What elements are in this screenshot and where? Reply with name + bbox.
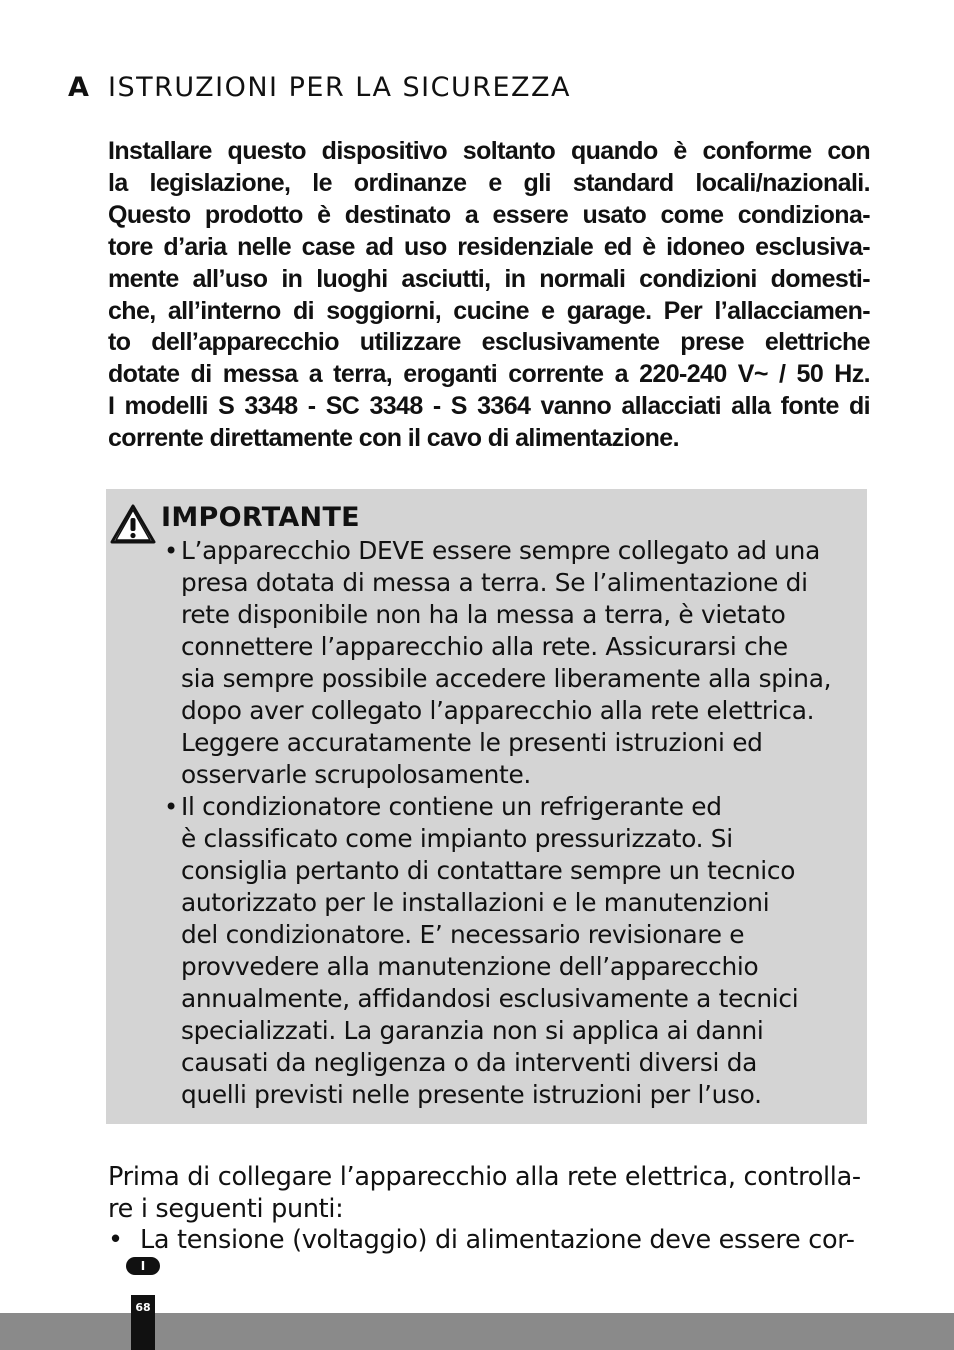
text-line: causati da negligenza o da interventi diversi da xyxy=(181,1048,758,1077)
text-line: quelli previsti nelle presente istruzioni per l’uso. xyxy=(181,1080,762,1109)
checklist-item xyxy=(108,1225,870,1257)
text-line: dopo aver collegato l’apparecchio alla rete elettrica. xyxy=(181,696,815,725)
text-line: Leggere accuratamente le presenti istruzioni ed xyxy=(181,728,763,757)
text-line: Prima di collegare l’apparecchio alla rete elettrica, controlla- xyxy=(108,1162,861,1192)
intro-line: dotate di messa a terra, eroganti corrente a 220-240 V~ / 50 Hz. xyxy=(108,360,870,389)
text-line: L’apparecchio DEVE essere sempre collegato ad una xyxy=(181,536,820,565)
text-line: provvedere alla manutenzione dell’apparecchio xyxy=(181,952,759,981)
section-title: ISTRUZIONI PER LA SICUREZZA xyxy=(108,72,571,103)
important-heading: IMPORTANTE xyxy=(161,502,360,533)
intro-paragraph xyxy=(108,136,870,455)
text-line: consiglia pertanto di contattare sempre un tecnico xyxy=(181,856,796,885)
intro-line: Questo prodotto è destinato a essere usato come condiziona- xyxy=(108,200,870,229)
language-badge: I xyxy=(126,1257,160,1275)
text-line: presa dotata di messa a terra. Se l’alimentazione di xyxy=(181,568,808,597)
intro-line: tore d’aria nelle case ad uso residenziale ed è idoneo esclusiva- xyxy=(108,232,870,261)
text-line: connettere l’apparecchio alla rete. Assicurarsi che xyxy=(181,632,788,661)
warning-triangle-icon xyxy=(109,503,157,545)
intro-line: to dell’apparecchio utilizzare esclusivamente prese elettriche xyxy=(108,328,870,357)
intro-line: Installare questo dispositivo soltanto quando è conforme con xyxy=(108,137,870,165)
important-item-text xyxy=(181,791,856,1111)
text-line: rete disponibile non ha la messa a terra, è vietato xyxy=(181,600,786,629)
bullet-icon: • xyxy=(108,1225,123,1255)
text-line: specializzati. La garanzia non si applica ai danni xyxy=(181,1016,764,1045)
intro-line: corrente direttamente con il cavo di alimentazione. xyxy=(108,424,679,453)
text-line: annualmente, affidandosi esclusivamente a tecnici xyxy=(181,984,799,1013)
intro-line: che, all’interno di soggiorni, cucine e garage. Per l’allacciamen- xyxy=(108,296,870,325)
intro-line: I modelli S 3348 - SC 3348 - S 3364 vanno allacciati alla fonte di xyxy=(108,392,870,421)
intro-line: mente all’uso in luoghi asciutti, in normali condizioni domesti- xyxy=(108,264,870,293)
text-line: del condizionatore. E’ necessario revisionare e xyxy=(181,920,745,949)
bullet-icon: • xyxy=(164,793,179,821)
section-letter: A xyxy=(68,72,91,103)
section-heading xyxy=(68,70,571,106)
bullet-icon: • xyxy=(164,537,179,565)
checklist-item-text: La tensione (voltaggio) di alimentazione deve essere cor- xyxy=(140,1225,855,1255)
text-line: è classificato come impianto pressurizzato. Si xyxy=(181,824,733,853)
text-line: osservarle scrupolosamente. xyxy=(181,760,531,789)
text-line: Il condizionatore contiene un refrigerante ed xyxy=(181,792,722,821)
text-line: re i seguenti punti: xyxy=(108,1193,344,1224)
text-line: sia sempre possibile accedere liberamente alla spina, xyxy=(181,664,832,693)
page-number: 68 xyxy=(131,1295,155,1350)
important-item-text xyxy=(181,535,856,791)
checklist-paragraph xyxy=(108,1162,870,1257)
intro-line: la legislazione, le ordinanze e gli standard locali/nazionali. xyxy=(108,168,870,197)
text-line: autorizzato per le installazioni e le manutenzioni xyxy=(181,888,770,917)
